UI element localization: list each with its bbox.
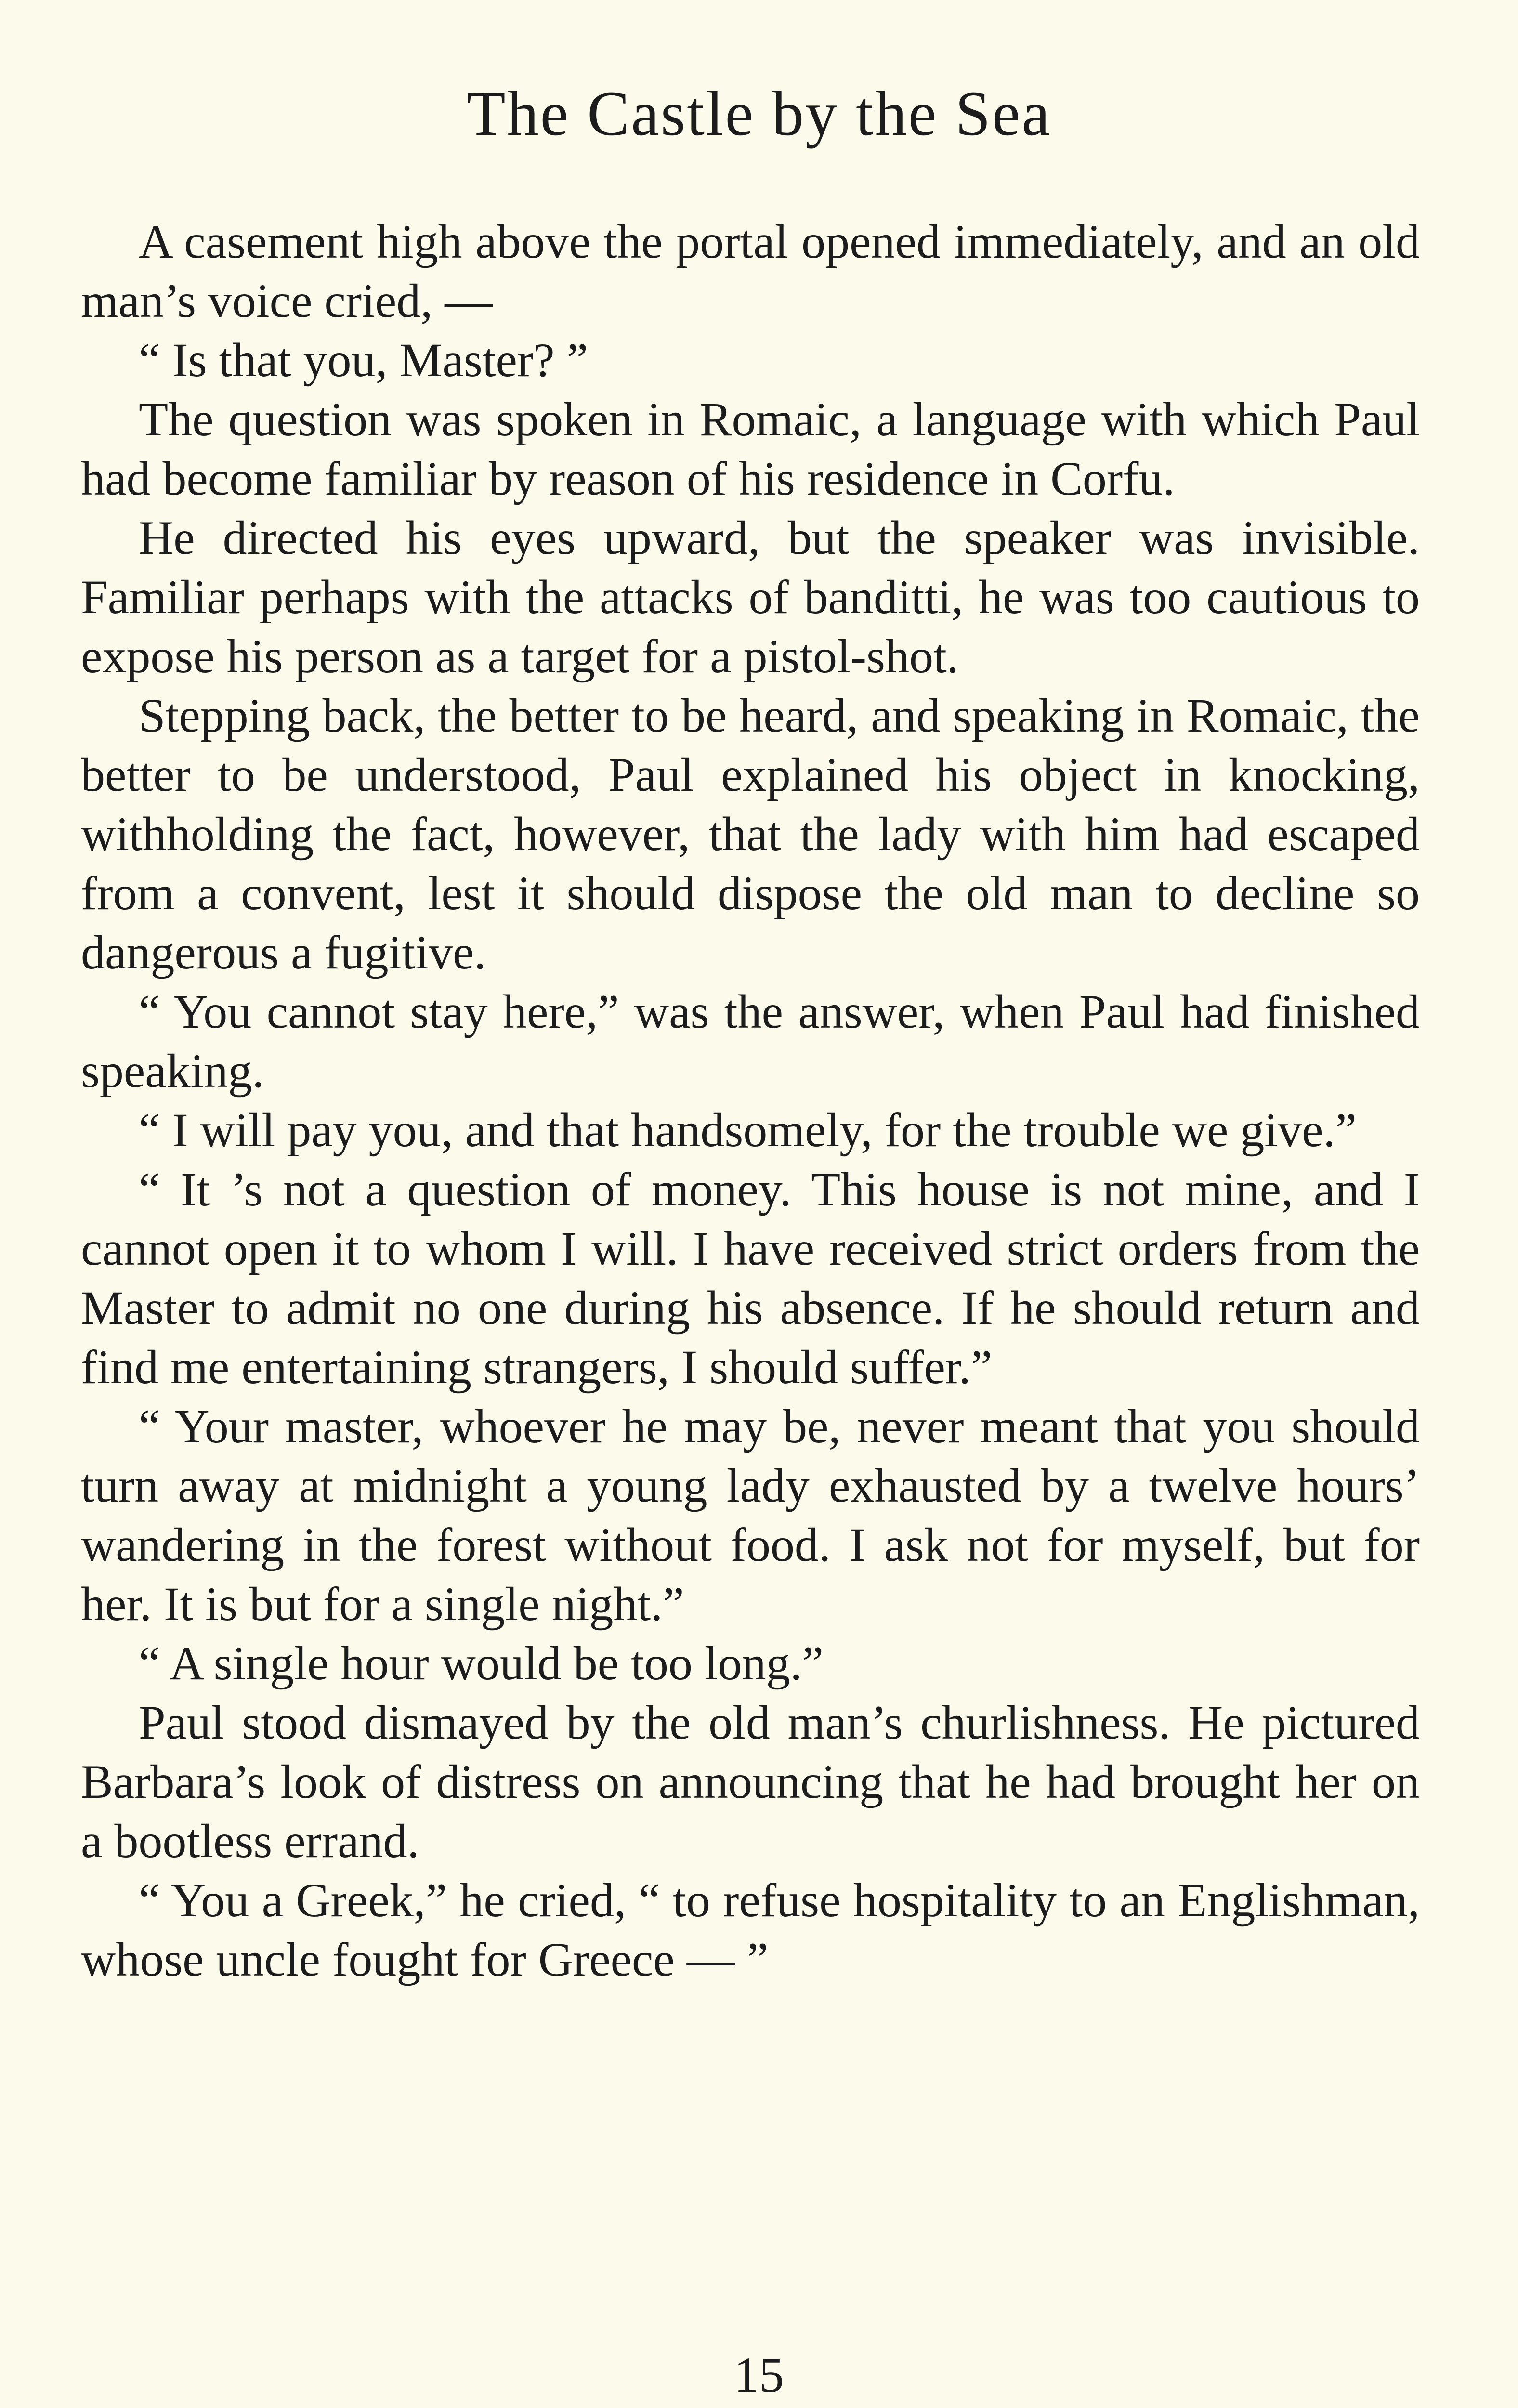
paragraph: He directed his eyes upward, but the speaker was invisible. Familiar perhaps with the attacks of banditti, he was too cautious to expose his person as a target for a pistol-shot. xyxy=(81,511,1420,683)
paragraph: “ Is that you, Master? ” xyxy=(139,333,589,387)
page-title: The Castle by the Sea xyxy=(466,78,1051,149)
paragraph: The question was spoken in Romaic, a language with which Paul had become familiar by reason of his residence in Corfu. xyxy=(81,393,1420,505)
paragraph: Stepping back, the better to be heard, and speaking in Romaic, the better to be understood, Paul explained his object in knocking, withholding the fact, however, that the lady with him had escaped from a convent, lest it should dispose the old man to decline so dangerous a fugitive. xyxy=(81,689,1420,979)
paragraph: “ It ’s not a question of money. This house is not mine, and I cannot open it to whom I will. I have received strict orders from the Master to admit no one during his absence. If he should return and find me entertaining strangers, I should suffer.” xyxy=(81,1163,1420,1394)
paragraph: A casement high above the portal opened immediately, and an old man’s voice cried, — xyxy=(81,215,1420,327)
paragraph: “ A single hour would be too long.” xyxy=(139,1636,824,1690)
paragraph: Paul stood dismayed by the old man’s churlishness. He pictured Barbara’s look of distress on announcing that he had brought her on a bootless errand. xyxy=(81,1696,1420,1868)
page-number: 15 xyxy=(734,2347,784,2403)
paragraph: “ You cannot stay here,” was the answer, when Paul had finished speaking. xyxy=(81,985,1420,1098)
paragraph: “ I will pay you, and that handsomely, for the trouble we give.” xyxy=(139,1103,1357,1157)
paragraph: “ You a Greek,” he cried, “ to refuse hospitality to an Englishman, whose uncle fought for Greece — ” xyxy=(81,1873,1420,1986)
body-text xyxy=(81,212,1420,1989)
paragraph: “ Your master, whoever he may be, never meant that you should turn away at midnight a young lady exhausted by a twelve hours’ wandering in the forest without food. I ask not for myself, but for her. It is but for a single night.” xyxy=(81,1400,1420,1631)
